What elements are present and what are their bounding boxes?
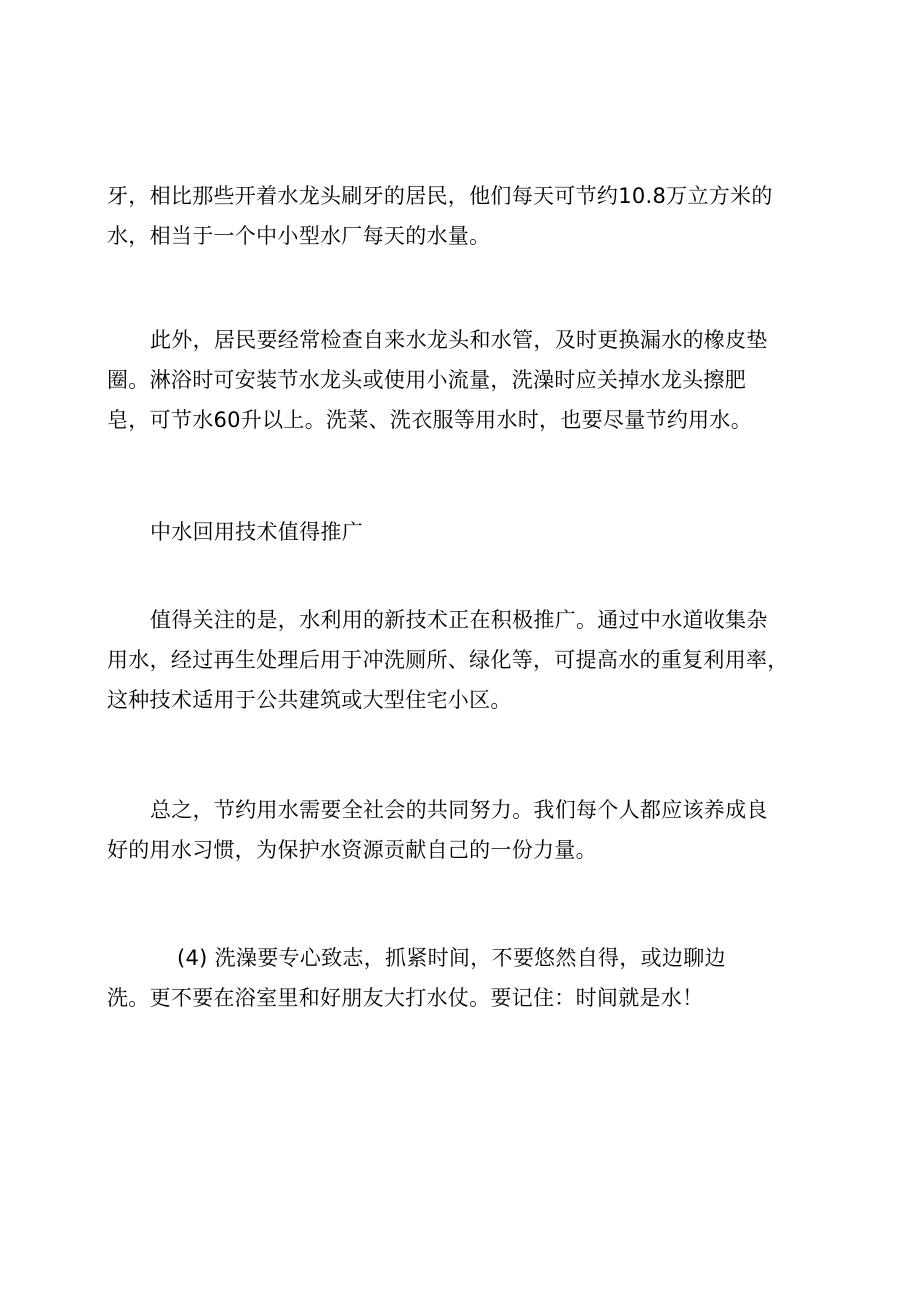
paragraph-conclusion xyxy=(107,790,817,870)
text-line: 牙，相比那些开着水龙头刷牙的居民，他们每天可节约10.8万立方米的 xyxy=(107,184,773,208)
text-line: 水，相当于一个中小型水厂每天的水量。 xyxy=(107,224,491,248)
text-line: 这种技术适用于公共建筑或大型住宅小区。 xyxy=(107,688,512,712)
text-line: 好的用水习惯，为保护水资源贡献自己的一份力量。 xyxy=(107,838,597,862)
text-line: 皂，可节水60升以上。洗菜、洗衣服等用水时，也要尽量节约用水。 xyxy=(107,408,753,432)
paragraph-water-saving-brushing xyxy=(107,176,817,256)
section-heading-reclaimed-water xyxy=(107,512,817,552)
text-line: 此外，居民要经常检查自来水龙头和水管，及时更换漏水的橡皮垫 xyxy=(150,328,768,352)
text-line: 值得关注的是，水利用的新技术正在积极推广。通过中水道收集杂 xyxy=(150,608,768,632)
text-line: 用水，经过再生处理后用于冲洗厕所、绿化等，可提高水的重复利用率， xyxy=(107,648,789,672)
text-line: 洗。更不要在浴室里和好朋友大打水仗。要记住：时间就是水！ xyxy=(107,986,704,1010)
text-line: 总之，节约用水需要全社会的共同努力。我们每个人都应该养成良 xyxy=(150,798,768,822)
paragraph-reclaimed-water-technology xyxy=(107,600,817,720)
paragraph-shower-tip xyxy=(107,938,817,1018)
text-line: (4) 洗澡要专心致志，抓紧时间，不要悠然自得，或边聊边 xyxy=(177,946,726,970)
text-line: 圈。淋浴时可安装节水龙头或使用小流量，洗澡时应关掉水龙头擦肥 xyxy=(107,368,746,392)
paragraph-faucet-maintenance xyxy=(107,320,817,440)
text-line: 中水回用技术值得推广 xyxy=(150,520,363,544)
